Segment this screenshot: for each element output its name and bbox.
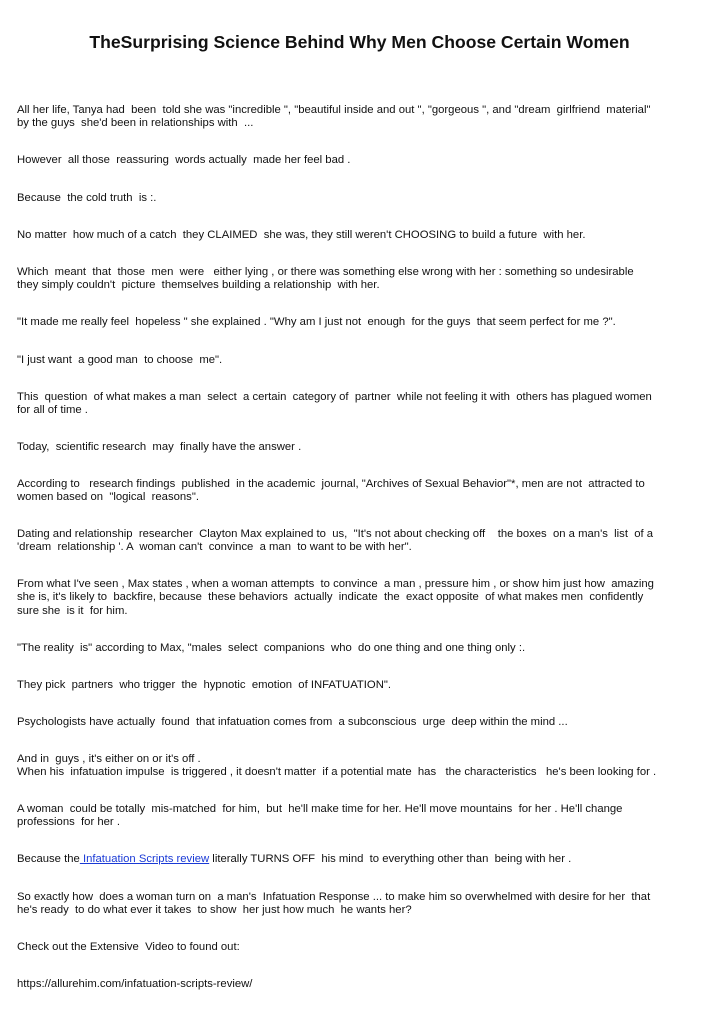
paragraph-research-findings: According to research findings published in the academic journal, "Archives of Sexual Behavior"*, men are not attracted to women based on "logical reasons". <box>17 478 645 504</box>
paragraph-good-man: "I just want a good man to choose me". <box>17 354 223 366</box>
paragraph-reassuring-words: However all those reassuring words actually made her feel bad . <box>17 154 351 166</box>
paragraph-infatuation-response: So exactly how does a woman turn on a man's Infatuation Response ... to make him so overwhelmed with desire for her that he's ready to do what ever it takes to show her just how much he wants her? <box>17 891 651 917</box>
paragraph-not-choosing: No matter how much of a catch they CLAIMED she was, they still weren't CHOOSING to build a future with her. <box>17 229 586 241</box>
infatuation-scripts-review-link[interactable]: Infatuation Scripts review <box>79 853 210 865</box>
page-title: TheSurprising Science Behind Why Men Choose Certain Women <box>89 32 630 52</box>
paragraph-reality: "The reality is" according to Max, "males select companions who do one thing and one thing only :. <box>17 642 526 654</box>
paragraph-scientific-research: Today, scientific research may finally have the answer . <box>17 441 302 453</box>
url-text: https://allurehim.com/infatuation-scripts-review/ <box>17 978 253 990</box>
paragraph-lying: Which meant that those men were either lying , or there was something else wrong with her : something so undesirable they simply couldn't picture themselves building a relationship with her. <box>17 266 634 292</box>
paragraph-question: This question of what makes a man select a certain category of partner while not feeling it with others has plagued women for all of time . <box>17 391 652 417</box>
paragraph-intro: All her life, Tanya had been told she was "incredible ", "beautiful inside and out ", "gorgeous ", and "dream girlfriend material" by the guys she'd been in relationships with ... <box>17 104 651 130</box>
paragraph-psychologists: Psychologists have actually found that infatuation comes from a subconscious urge deep within the mind ... <box>17 716 568 728</box>
paragraph-infatuation-emotion: They pick partners who trigger the hypnotic emotion of INFATUATION". <box>17 679 392 691</box>
paragraph-link-before: Because the <box>17 853 80 865</box>
paragraph-link-after: literally TURNS OFF his mind to everything other than being with her . <box>209 853 572 865</box>
paragraph-hopeless: "It made me really feel hopeless " she explained . "Why am I just not enough for the guys that seem perfect for me ?". <box>17 316 616 328</box>
paragraph-mis-matched: A woman could be totally mis-matched for him, but he'll make time for her. He'll move mountains for her . He'll change professions for her . <box>17 803 623 829</box>
paragraph-link <box>17 853 707 866</box>
paragraph-clayton-max: Dating and relationship researcher Clayton Max explained to us, "It's not about checking off the boxes on a man's list of a 'dream relationship '. A woman can't convince a man to want to be with her". <box>17 528 654 554</box>
paragraph-cold-truth: Because the cold truth is :. <box>17 192 157 204</box>
paragraph-on-or-off: And in guys , it's either on or it's off . When his infatuation impulse is triggered , it doesn't matter if a potential mate has the characteristics he's been looking for . <box>17 753 657 779</box>
paragraph-check-video: Check out the Extensive Video to found out: <box>17 941 240 953</box>
paragraph-backfire: From what I've seen , Max states , when a woman attempts to convince a man , pressure him , or show him just how amazing she is, it's likely to backfire, because these behaviors actually indicate the exact opposite of what makes men confidently sure she is it for him. <box>17 578 654 617</box>
